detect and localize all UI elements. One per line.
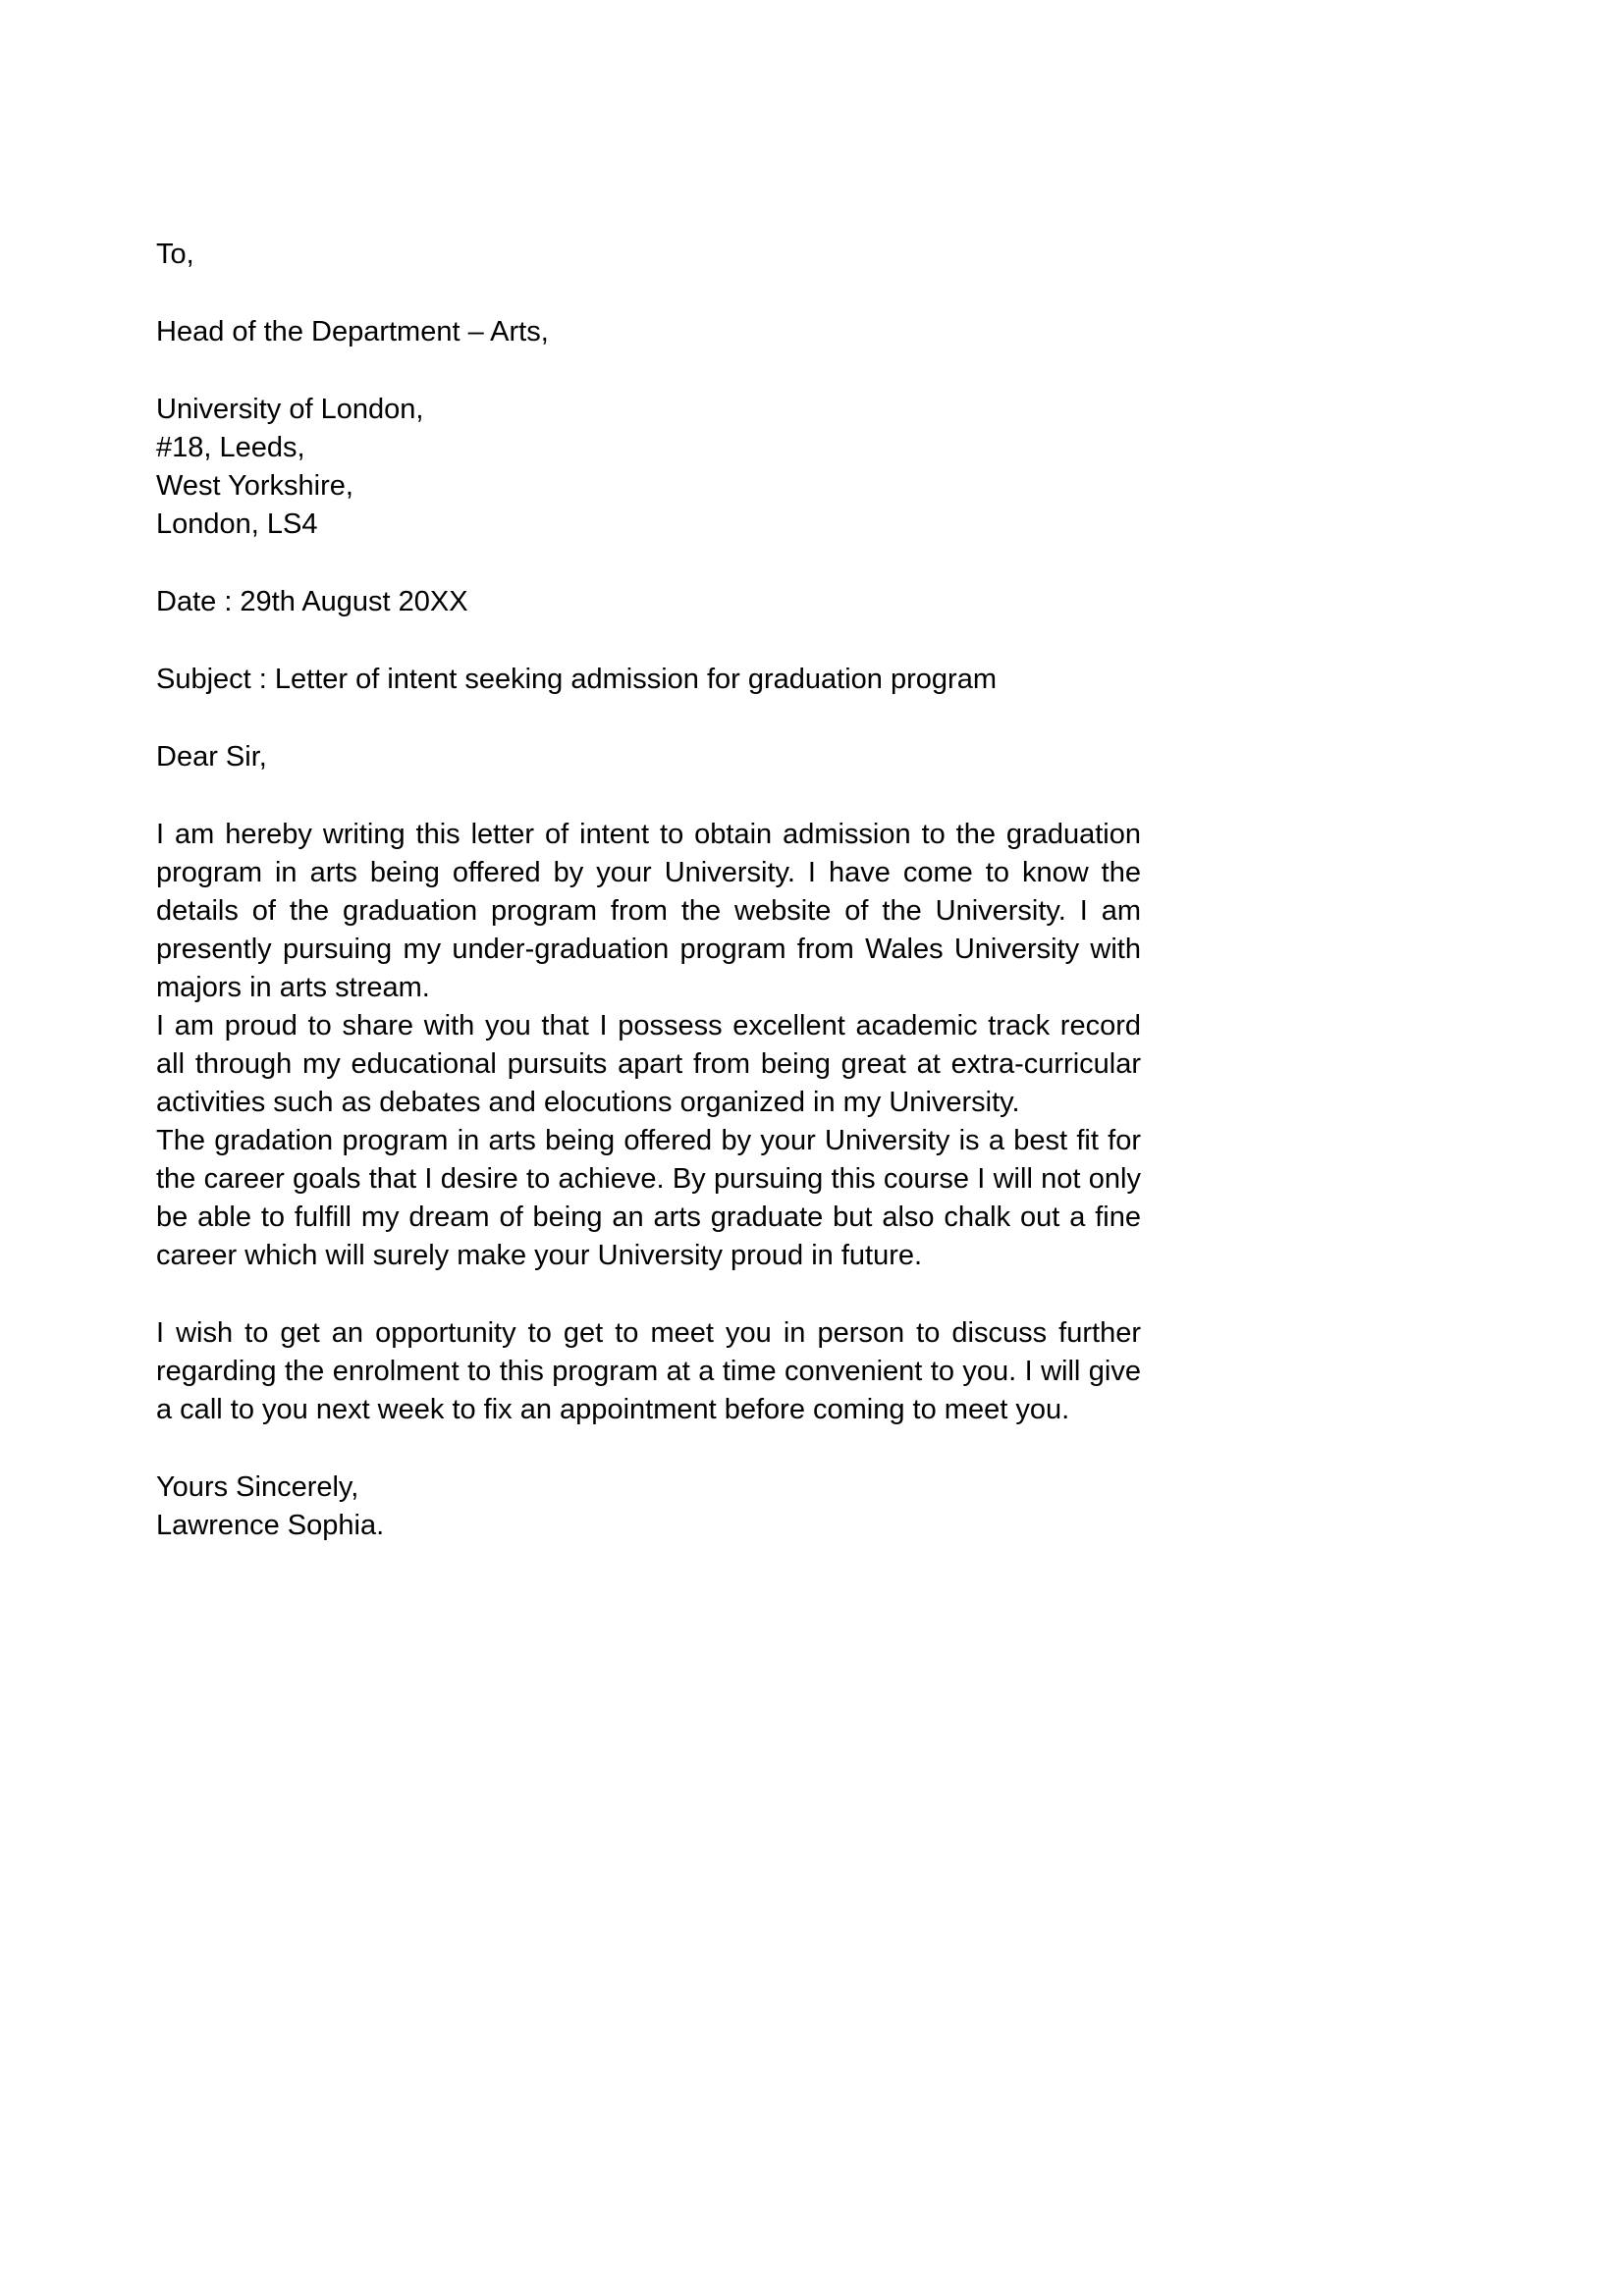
recipient-address: [156, 391, 1141, 544]
recipient-title: Head of the Department – Arts,: [156, 316, 549, 347]
salutation: Dear Sir,: [156, 741, 267, 773]
address-line: West Yorkshire,: [156, 470, 353, 502]
recipient-to: To,: [156, 239, 194, 270]
signature-name: Lawrence Sophia.: [156, 1510, 385, 1541]
letter-body: [156, 816, 1141, 1429]
closing: Yours Sincerely,: [156, 1471, 359, 1503]
letter: [156, 236, 1141, 1545]
body-paragraph: I am hereby writing this letter of intent to obtain admission to the graduation program in arts being offered by your University. I have come to know the details of the graduation program from the website of the University. I am presently pursuing my under-graduation program from Wales University with majors in arts stream.: [156, 819, 1141, 1003]
body-paragraph: The gradation program in arts being offered by your University is a best fit for the career goals that I desire to achieve. By pursuing this course I will not only be able to fulfill my dream of being an arts graduate but also chalk out a fine career which will surely make your University proud in future.: [156, 1125, 1141, 1271]
address-line: #18, Leeds,: [156, 432, 305, 463]
body-paragraph: I am proud to share with you that I possess excellent academic track record all through my educational pursuits apart from being great at extra-curricular activities such as debates and elocutions organized in my University.: [156, 1010, 1141, 1118]
address-line: University of London,: [156, 394, 424, 425]
letter-subject: Subject : Letter of intent seeking admission for graduation program: [156, 664, 997, 695]
address-line: London, LS4: [156, 508, 318, 540]
body-paragraph: I wish to get an opportunity to get to meet you in person to discuss further regarding the enrolment to this program at a time convenient to you. I will give a call to you next week to fix an appointment before coming to meet you.: [156, 1317, 1141, 1425]
letter-date: Date : 29th August 20XX: [156, 586, 468, 617]
